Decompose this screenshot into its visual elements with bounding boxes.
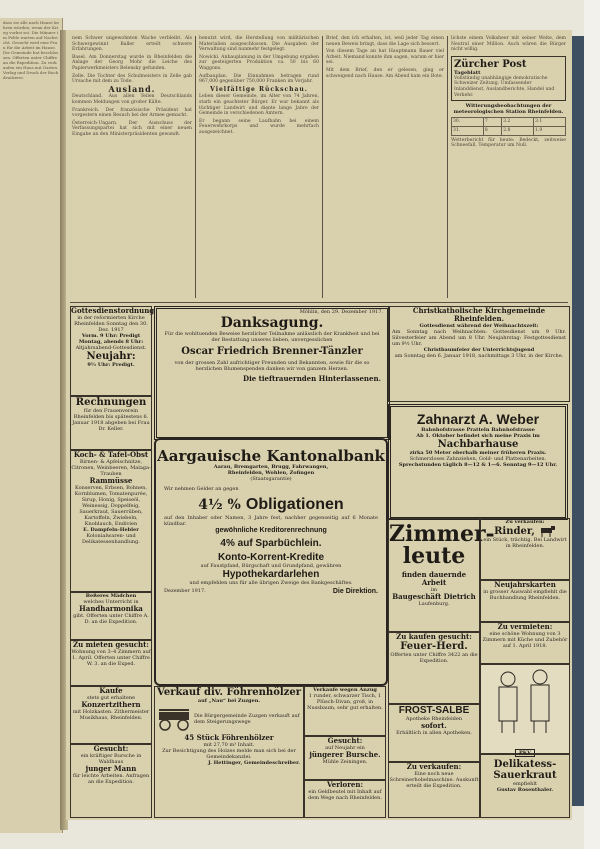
ad-text: auf Faustpfand, Bürgschaft und Grundpfand, gewähren xyxy=(200,563,342,569)
ad-title: Gesucht: xyxy=(93,744,129,753)
ad-text: ein Stück, trächtig. Bei Landwirt in Rheinfelden. xyxy=(483,537,567,549)
news-paragraph: Mit dem Brief, den er gelesen, ging er schweigend nach Hause. Am Abend kam ein Bote. xyxy=(326,67,444,79)
ad-vermieten xyxy=(480,622,570,664)
news-paragraph: Er begann seine Laufbahn bei einem Feuerwehrkorps und wurde mehrfach ausgezeichnet. xyxy=(199,118,319,135)
bank-footer xyxy=(156,586,386,598)
ad-text: Wohnung von 3–4 Zimmern auf 1. April. Offerten unter Chiffre W. 3. an die Exped. xyxy=(71,649,151,667)
ad-name: Oscar Friedrich Brenner-Tänzler xyxy=(181,346,363,357)
ad-title: Gesucht: xyxy=(327,736,363,745)
ad-text: Laufenburg. xyxy=(418,601,450,607)
product-name: 4% auf Sparbüchlein. xyxy=(220,538,322,549)
zuercher-post-title: Zürcher Post xyxy=(454,58,527,70)
ad-text: auf den Inhaber oder Namen, 3 Jahre fest, nachher gegenseitig auf 6 Monate kündbar. xyxy=(164,515,378,527)
ad-sign: Die Direktion. xyxy=(332,588,378,595)
left-page-text: dass sie alle nach Hause kehren würden, wenn der Krieg vorbei sei. Die Männer im Felde warten auf Nachricht. Gesucht wird eine Frau für die Arbeit im Hause. Die Gemeinde hat beschlossen. Offerten unter Chiffre an die Expedition. Zu verkaufen ein Haus mit Garten. Verlag und Druck der Buchdruckerei. xyxy=(3,20,59,80)
ad-text: Für die wohltuenden Beweise herzlicher Teilnahme anlässlich der Krankheit und bei der Bestattung unseres lieben, unvergesslichen xyxy=(164,331,380,343)
ad-heading: Rinder, xyxy=(494,525,535,537)
news-paragraph: Frankreich. Der französische Präsident hat vorgestern einen Besuch bei der Armee gemacht. xyxy=(72,107,192,119)
news-paragraph: benutzt wird, die Herstellung von militärischen Materialien ausgeschlossen. Die Ausgaben der Verwaltung sind nunmehr festgelegt. xyxy=(199,36,319,53)
news-columns xyxy=(66,36,572,298)
ad-heading: FROST-SALBE xyxy=(398,705,470,716)
ad-text: für den Frauenverein Rheinfelden bis spätestens 6. Januar 1918 abgeben bei Frau Dr. Keller. xyxy=(72,408,150,432)
ad-heading: Handharmonika xyxy=(79,604,143,613)
ad-title: Zu verkaufen: xyxy=(505,519,545,525)
ad-text: ein Geldbeutel mit Inhalt auf dem Wege nach Rheinfelden. xyxy=(308,789,382,801)
ad-bursche xyxy=(304,736,386,780)
ad-text: mit Holzkasten. Zithermeister Musikhaus, Rheinfelden. xyxy=(72,709,150,721)
ad-title: Verloren: xyxy=(326,780,364,789)
ad-text: Apotheke Rheinfelden xyxy=(405,716,463,722)
ad-frostsalbe xyxy=(388,704,480,762)
ad-text: 9½ Uhr: Predigt. xyxy=(87,362,135,368)
ad-text: Am Sonntag nach Weihnachten: Gottesdienst um 9 Uhr. Silvesterfeier am Abend um 8 Uhr. Neujahrstag: Festgottesdienst um 9½ Uhr. xyxy=(392,329,566,347)
ad-text: Rheinfelden, Wohlen, Zofingen xyxy=(227,470,315,476)
ad-title: Rechnungen xyxy=(75,397,147,408)
ad-heading: Nachbarhause xyxy=(437,439,519,450)
ad-heading: Zimmer-leute xyxy=(389,521,495,569)
obligationen-line xyxy=(156,494,386,513)
ad-text: Sprechstunden täglich 8—12 & 1—6. Sonntag 9—12 Uhr. xyxy=(398,462,558,468)
ad-title: Zu mieten gesucht: xyxy=(73,640,149,649)
ad-gottesdienst xyxy=(70,306,155,396)
ad-sign: E. Dampfeln-Hebler xyxy=(83,527,139,533)
weather-text: Wetterbericht für heute: Bedeckt, zeitweise Schneefall, Temperatur um Null. xyxy=(451,137,566,149)
ad-sign: Gustav Rosenthaler. xyxy=(496,787,554,793)
ad-handharmonika xyxy=(70,592,152,640)
ad-text: Zur Besichtigung des Holzes melde man sich bei der Gemeindekanzlei. xyxy=(162,748,296,760)
ad-subtitle: auf „Nau“ bei Zuzgen. xyxy=(197,698,261,704)
news-paragraph: Von diesem Tage an hat Hauptmann Bauer viel Arbeit. Niemand konnte ihm sagen, warum er hier sei. xyxy=(326,49,444,66)
ad-text: gibt. Offerten unter Chiffre A. D. an die Expedition. xyxy=(73,613,149,625)
ad-foehrenhoelzer xyxy=(154,686,304,818)
ad-title: Koch- & Tafel-Obst xyxy=(73,450,149,459)
ad-text: am Sonntag den 6. Januar 1918, nachmittags 3 Uhr, in der Kirche. xyxy=(394,353,564,359)
product-name: Hypothekardarlehen xyxy=(222,569,320,580)
ad-text: 1 runder, schwarzer Tisch, 1 Plüsch-Divan, groß, in Nussbaum, sehr gut erhalten. xyxy=(307,693,383,711)
ad-rinder xyxy=(480,518,570,580)
ad-verloren xyxy=(304,780,386,818)
ad-text: Die Bürgergemeinde Zuzgen verkauft auf dem Steigerungswege xyxy=(194,713,300,725)
news-column-1 xyxy=(72,36,192,298)
ad-heading: Delikatess-Sauerkraut xyxy=(493,759,557,781)
ad-heading: sofort. xyxy=(421,721,447,730)
ad-text: im xyxy=(430,587,438,593)
ad-text: zirka 50 Meter oberhalb meiner früheren Praxis. xyxy=(409,450,547,456)
ad-zimmerleute xyxy=(388,518,495,632)
news-paragraph: Zelle. Die Tochter des Schulmeisters in Zelle gab Ursache mit dem zu Tode. xyxy=(72,73,192,85)
ad-text: Mühle Zeiningen. xyxy=(322,759,368,765)
ad-text: Wir nehmen Gelder an gegen xyxy=(164,486,239,492)
ad-text: Eine noch neue Schreinerhobelmaschine. Auskunft erteilt die Expedition. xyxy=(389,771,479,789)
news-column-4 xyxy=(451,36,566,298)
ad-text: auf Neujahr ein xyxy=(325,745,365,751)
ad-text: Montag, abends 8 Uhr: xyxy=(78,339,144,345)
ad-date: Dezember 1917. xyxy=(164,588,206,594)
ad-kochobst xyxy=(70,450,152,592)
ad-date: Möhlin, den 29. Dezember 1917. xyxy=(299,309,383,315)
table-row: 31. 8 2.8 1.9 xyxy=(452,126,566,135)
table-row: 30. 7 3.2 3.1 xyxy=(452,118,566,127)
rinder-line xyxy=(481,525,569,537)
news-paragraph: Brief, den ich erhalten, ist, weil jeder Tag einen neuen Beweis bringt, dass die Lage sich bessert. xyxy=(326,36,444,47)
ad-sign: Baugeschäft Dietrich xyxy=(392,592,476,601)
cow-icon xyxy=(538,525,556,537)
news-column-3 xyxy=(326,36,444,298)
ad-title: Verkauf div. Föhrenhölzer xyxy=(157,687,301,698)
ad-sign: Die tieftrauernden Hinterlassenen. xyxy=(243,374,381,383)
ad-zahnarzt xyxy=(388,404,568,520)
ad-christkatholisch xyxy=(388,306,570,402)
ad-danksagung xyxy=(154,306,390,440)
ad-text: Ab 1. Oktober befindet sich meine Praxis im xyxy=(416,433,540,439)
ad-title: Neujahrskarten xyxy=(494,580,556,589)
book-binding xyxy=(570,36,584,806)
ad-sauerkraut xyxy=(480,754,570,818)
news-paragraph: Leben dieser Gemeinde, im Alter von 74 Jahren, starb ein geachteter Bürger. Er war bekannt als tüchtiger Landwirt und diente lange Jahre der Gemeinde in verschiedenen Ämtern. xyxy=(199,94,319,117)
ad-title: Kaufe xyxy=(99,686,123,695)
news-paragraph: lichste einem Volksheer mit seiner Weite, dem Neutral einer Million. Auch wären die Bürger nicht willig. xyxy=(451,36,566,53)
news-paragraph: Österreich-Ungarn. Der Ausschuss der Verfassungspartei hat sich mit einer neuen Eingabe an den Ministerpräsidenten gewandt. xyxy=(72,120,192,137)
timber-cart-illustration xyxy=(157,706,191,732)
ad-text: Vorm. 9 Uhr: Predigt xyxy=(81,333,141,339)
ad-text: Kolonialwaren- und Delikatessenhandlung. xyxy=(82,533,140,545)
ad-title: Danksagung. xyxy=(220,315,324,331)
ad-text: eine schöne Wohnung von 3 Zimmern mit Küche und Zubehör auf 1. April 1918. xyxy=(482,631,568,649)
news-paragraph: nem Schwer ungewohnten Wache verbleibt. Als Schwergewinnt Baller erteilt schwere Erfahrungen. xyxy=(72,36,192,53)
ad-illustration xyxy=(480,664,570,754)
ad-text: mit 27,70 m³ Inhalt. xyxy=(203,742,255,748)
product-name: gewöhnliche Kreditorenrechnung xyxy=(215,527,327,534)
product-name: Obligationen xyxy=(245,496,344,513)
zuercher-post-sub: Tageblatt xyxy=(454,69,481,76)
ad-heading: Neujahr: xyxy=(86,351,136,362)
ad-neujahrskarten xyxy=(480,580,570,622)
ad-text: welches Unterricht in xyxy=(83,599,139,605)
ad-sign: J. Hettinger, Gemeindeschreiber. xyxy=(208,760,300,766)
ad-title: Zahnarzt A. Weber xyxy=(416,411,540,427)
ad-text: empfiehlt xyxy=(512,781,538,787)
weather-title: Witterungsbeobachtungen der meteorologischen Station Rheinfelden. xyxy=(453,103,564,115)
ad-text: Schmerzloses Zahnziehen, Gold- und Plattenarbeiten. xyxy=(409,456,547,462)
ad-zithern xyxy=(70,686,152,744)
ad-text: Altjahrsabend-Gottesdienst. xyxy=(75,345,147,351)
ad-title: Zu vermieten: xyxy=(497,622,553,631)
column-rule xyxy=(322,36,323,298)
brand-badge: PKV xyxy=(515,749,535,757)
zuercher-post-text: Vollständig unabhängige demokratische Schweizer Zeitung. Umfassender Inlanddienst, Auslandberichte, Handel und Verkehr. xyxy=(454,75,555,98)
zuercher-post-ad xyxy=(451,56,566,101)
left-page-edge xyxy=(0,18,63,833)
column-rule xyxy=(447,36,448,298)
section-heading: Vielfältige Rückschau. xyxy=(210,85,308,93)
ad-title: Aargauische Kantonalbank xyxy=(157,447,385,465)
ad-title: Christkatholische Kirchgemeinde Rheinfelden. xyxy=(412,306,546,323)
ad-text: Konserven, Erbsen, Bohnen, Kornblumen, Tomatenpurée, Sirup, Honig, Speiseöl, Weinessig, Doppelfeig, Sauerkraut, Sauerrüben, Kartoffeln, Zwiebeln, Knoblauch, Endivien xyxy=(74,485,148,527)
ad-verkaufe-anzug xyxy=(304,686,386,736)
ad-heading: Konzertzithern xyxy=(81,700,141,709)
foehren-body xyxy=(155,704,303,734)
news-paragraph: Nowicki. Anbauplanung in der Umgebung ergaben zur gesteigerten Produktion ca. 50 bis 60 Waggons. xyxy=(199,54,319,71)
men-figures-illustration xyxy=(482,665,568,735)
ad-heading: Feuer-Herd. xyxy=(400,641,468,652)
ad-feuerherd xyxy=(388,632,480,704)
ad-text: von der grossen Zahl aufrichtiger Freunden und Bekannten, sowie für die so herzlichen Blumenspenden danken wir von ganzem Herzen. xyxy=(174,360,370,372)
ad-text: (Staatsgarantie) xyxy=(250,476,292,482)
newspaper-page xyxy=(66,30,572,820)
ad-text: stets gut erhaltene xyxy=(86,695,135,701)
product-name: Konto-Korrent-Kredite xyxy=(217,552,325,563)
ad-text: finden dauernde Arbeit xyxy=(401,570,467,587)
ad-mieten xyxy=(70,640,152,686)
ad-title: Gottesdienstordnung xyxy=(71,306,155,315)
rate-value: 4½ % xyxy=(198,497,241,513)
column-rule xyxy=(195,36,196,298)
ad-gesucht xyxy=(70,744,152,818)
ad-text: Offerten unter Chiffre 3422 an die Expedition. xyxy=(390,652,478,664)
news-paragraph: Deutschland. Aus allen Teilen Deutschlands kommen Meldungen von großer Kälte. xyxy=(72,94,192,105)
ad-text: Birnen- & Apfelschnitze, Citronen, Weinbeeren, Malaga-Trauben xyxy=(71,459,151,477)
ad-title: Verkaufe wegen Anzug xyxy=(313,687,377,693)
ad-subtitle: Gottesdienst während der Weihnachtszeit: xyxy=(419,323,539,329)
weather-table xyxy=(451,117,566,135)
ad-heading: jüngerer Bursche. xyxy=(309,750,381,759)
ad-title: Zu verkaufen: xyxy=(406,762,462,771)
news-paragraph: Basel. Am Donnerstag wurde in Rheinfelden die Anlage der Georg Mohr die Leiche des Papierwerkmeisters Belensky gefunden. xyxy=(72,54,192,71)
ad-text: Erhältlich in allen Apotheken. xyxy=(396,730,472,736)
ad-title: Beßeres Mädchen xyxy=(85,593,137,599)
ad-subtitle: Bahnhofstrasse Pratteln Bahnhofstrasse xyxy=(421,427,535,433)
ad-text: ein kräftiger Bursche in Waldhaus xyxy=(80,753,142,765)
ad-text: und empfehlen uns für alle übrigen Zweige des Bankgeschäftes. xyxy=(189,580,353,586)
news-paragraph: Aufbauplan. Die Einnahmen betragen rund 967,000 gegenüber 750,000 Franken im Vorjahr. xyxy=(199,73,319,85)
ad-heading: 45 Stück Föhrenhölzer xyxy=(184,733,274,742)
ad-text: für leichte Arbeiten. Anfragen an die Expedition. xyxy=(72,773,150,785)
news-column-2 xyxy=(199,36,319,298)
section-heading-ausland: Ausland. xyxy=(108,83,156,94)
ad-text: Aarau, Bremgarten, Brugg, Fahrwangen, xyxy=(213,464,329,470)
ad-heading: junger Mann xyxy=(85,764,137,773)
ad-heading: Rammüsse xyxy=(89,476,133,485)
ad-kantonalbank xyxy=(154,438,388,686)
ad-title: Zu kaufen gesucht: xyxy=(396,632,472,641)
ad-subtitle: Christbaumfeier der Unterrichtsjugend xyxy=(423,347,535,353)
section-divider xyxy=(70,302,568,303)
ad-text: in der reformierten Kirche Rheinfelden Sonntag den 30. Dez. 1917 xyxy=(74,315,148,333)
page-margin xyxy=(584,0,600,849)
ad-rechnungen xyxy=(70,396,152,450)
ad-text: in grosser Auswahl empfiehlt die Buchhandlung Rheinfelden. xyxy=(483,589,567,601)
ad-schreinerei xyxy=(388,762,480,818)
